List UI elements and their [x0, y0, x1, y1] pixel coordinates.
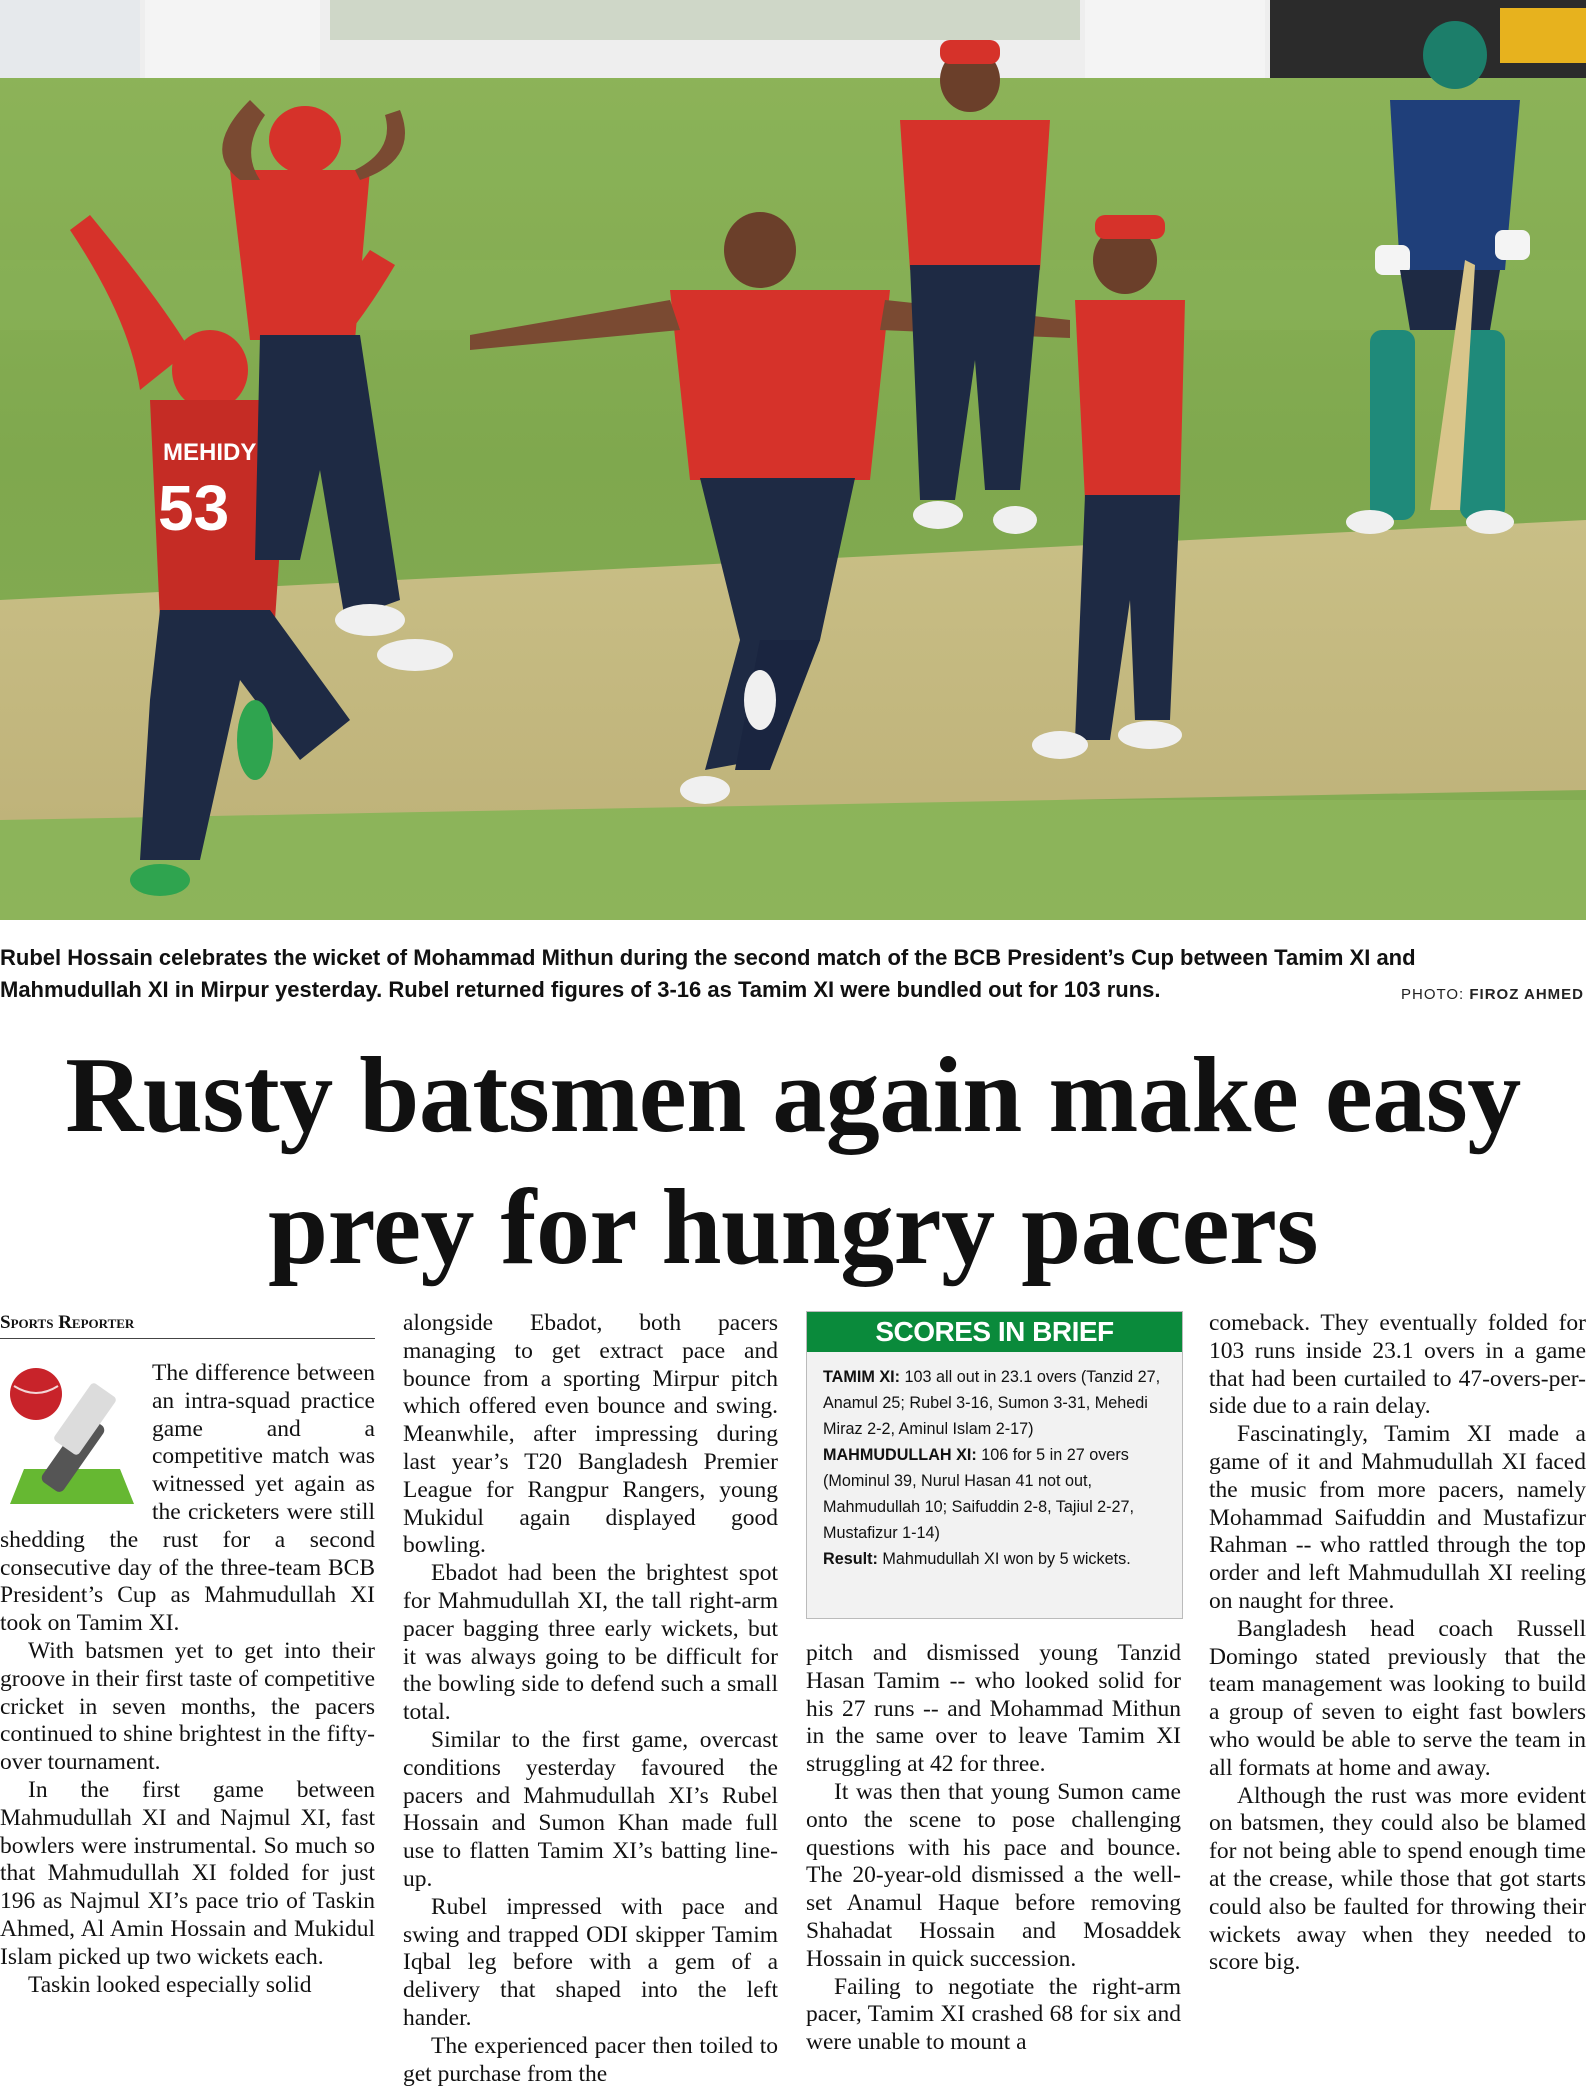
news-photo [0, 0, 1586, 920]
cricket-bat-icon [53, 1382, 118, 1457]
col1-paragraph-2: With batsmen yet to get into their groove in their first taste of competitive cricket in seven months, the pacers continued to shine brightest in the fifty-over tournament. [0, 1637, 375, 1776]
mahmudullah-label: MAHMUDULLAH XI: [823, 1446, 977, 1464]
tamim-label: TAMIM XI: [823, 1368, 901, 1386]
col1-paragraph-1: The difference between an intra-squad practice game and a competitive match was witnessed yet again as the cricketers were still shedding the rust for a second consecutive day of the three-team BCB President’s Cup as Mahmudullah XI took on Tamim XI. [0, 1360, 375, 1637]
tamim-text: 103 all out in 23.1 overs (Tanzid 27, Anamul 25; Rubel 3-16, Sumon 3-31, Mehedi Miraz 2-2, Aminul Islam 2-17) [823, 1368, 1161, 1438]
headline-line-1: Rusty batsmen again make easy [65, 1036, 1521, 1155]
col4-paragraph-3: Bangladesh head coach Russell Domingo stated previously that the team management was looking to build a group of seven to eight fast bowlers who would be able to serve the team in all formats at home and away. [1209, 1615, 1586, 1781]
col2-paragraph-2: Ebadot had been the brightest spot for Mahmudullah XI, the tall right-arm pacer bagging three early wickets, but it was always going to be difficult for the bowling side to defend such a small total. [403, 1560, 778, 1726]
col4-paragraph-4: Although the rust was more evident on batsmen, they could also be blamed for not being able to spend enough time at the crease, while those that got starts could also be faulted for throwing their wickets away when they needed to score big. [1209, 1782, 1586, 1976]
photo-credit-name: FIROZ AHMED [1469, 986, 1584, 1003]
mahmudullah-score [823, 1442, 1168, 1546]
col2-paragraph-1: alongside Ebadot, both pacers managing to get extract pace and bounce from a sporting Mirpur pitch which offered even bounce and swing. Meanwhile, after impressing during last year’s T20 Bangladesh Premier League for Rangpur Rangers, young Mukidul again displayed good bowling. [403, 1310, 778, 1559]
match-result [823, 1546, 1168, 1572]
caption-line-1: Rubel Hossain celebrates the wicket of Mohammad Mithun during the second match of the BCB President’s Cup between Tamim XI and [0, 945, 1416, 970]
result-label: Result: [823, 1550, 878, 1568]
result-text: Mahmudullah XI won by 5 wickets. [882, 1550, 1131, 1568]
tamim-score [823, 1364, 1168, 1442]
scores-title: SCORES IN BRIEF [807, 1312, 1182, 1352]
caption-line-2: Mahmudullah XI in Mirpur yesterday. Rubel returned figures of 3-16 as Tamim XI were bundled out for 103 runs. [0, 977, 1161, 1002]
col1-paragraph-3: In the first game between Mahmudullah XI and Najmul XI, fast bowlers were instrumental. So much so that Mahmudullah XI folded for just 196 as Najmul XI’s pace trio of Taskin Ahmed, Al Amin Hossain and Mukidul Islam picked up two wickets each. [0, 1776, 375, 1970]
article-column-2 [403, 1310, 778, 2088]
article-column-4 [1209, 1310, 1586, 1977]
headline-line-2: prey for hungry pacers [268, 1168, 1318, 1287]
col4-paragraph-1: comeback. They eventually folded for 103 runs inside 23.1 overs in a game that had been curtailed to 47-overs-per-side due to a rain delay. [1209, 1310, 1586, 1420]
col2-paragraph-5: The experienced pacer then toiled to get purchase from the [403, 2032, 778, 2087]
byline: Sports Reporter [0, 1312, 375, 1339]
photo-caption [0, 942, 1586, 1006]
headline [0, 1030, 1586, 1294]
scores-in-brief-box [806, 1311, 1183, 1619]
mahmudullah-text: 106 for 5 in 27 overs (Mominul 39, Nurul Hasan 41 not out, Mahmudullah 10; Saifuddin 2-8, Tajiul 2-27, Mustafizur 1-14) [823, 1446, 1135, 1542]
photo-credit [1401, 986, 1584, 1003]
jersey-number: 53 [158, 472, 230, 544]
col3-paragraph-2: It was then that young Sumon came onto the scene to pose challenging questions with his pace and bounce. The 20-year-old dismissed a the well-set Anamul Haque before removing Shahadat Hossain and Mosaddek Hossain in quick succession. [806, 1778, 1181, 1972]
col3-paragraph-3: Failing to negotiate the right-arm pacer, Tamim XI crashed 68 for six and were unable to mount a [806, 1973, 1181, 2056]
col2-paragraph-4: Rubel impressed with pace and swing and trapped ODI skipper Tamim Iqbal leg before with a gem of a delivery that shaped into the left hander. [403, 1893, 778, 2031]
col1-paragraph-4: Taskin looked especially solid [28, 1971, 312, 1998]
article-column-3 [806, 1640, 1181, 2057]
cricket-icon [0, 1364, 144, 1514]
col4-paragraph-2: Fascinatingly, Tamim XI made a game of it and Mahmudullah XI faced the music from more pacers, namely Mohammad Saifuddin and Mustafizur Rahman -- who rattled through the top order and left Mahmudullah XI reeling on naught for three. [1209, 1421, 1586, 1614]
col2-paragraph-3: Similar to the first game, overcast conditions yesterday favoured the pacers and Mahmudullah XI’s Rubel Hossain and Sumon Khan made full use to flatten Tamim XI’s batting line-up. [403, 1726, 778, 1892]
photo-credit-label: PHOTO: [1400, 986, 1465, 1003]
jersey-name: MEHIDY [163, 439, 257, 466]
col3-paragraph-1: pitch and dismissed young Tanzid Hasan Tamim -- who looked solid for his 27 runs -- and Mohammad Mithun in the same over to leave Tamim XI struggling at 42 for three. [806, 1640, 1181, 1778]
